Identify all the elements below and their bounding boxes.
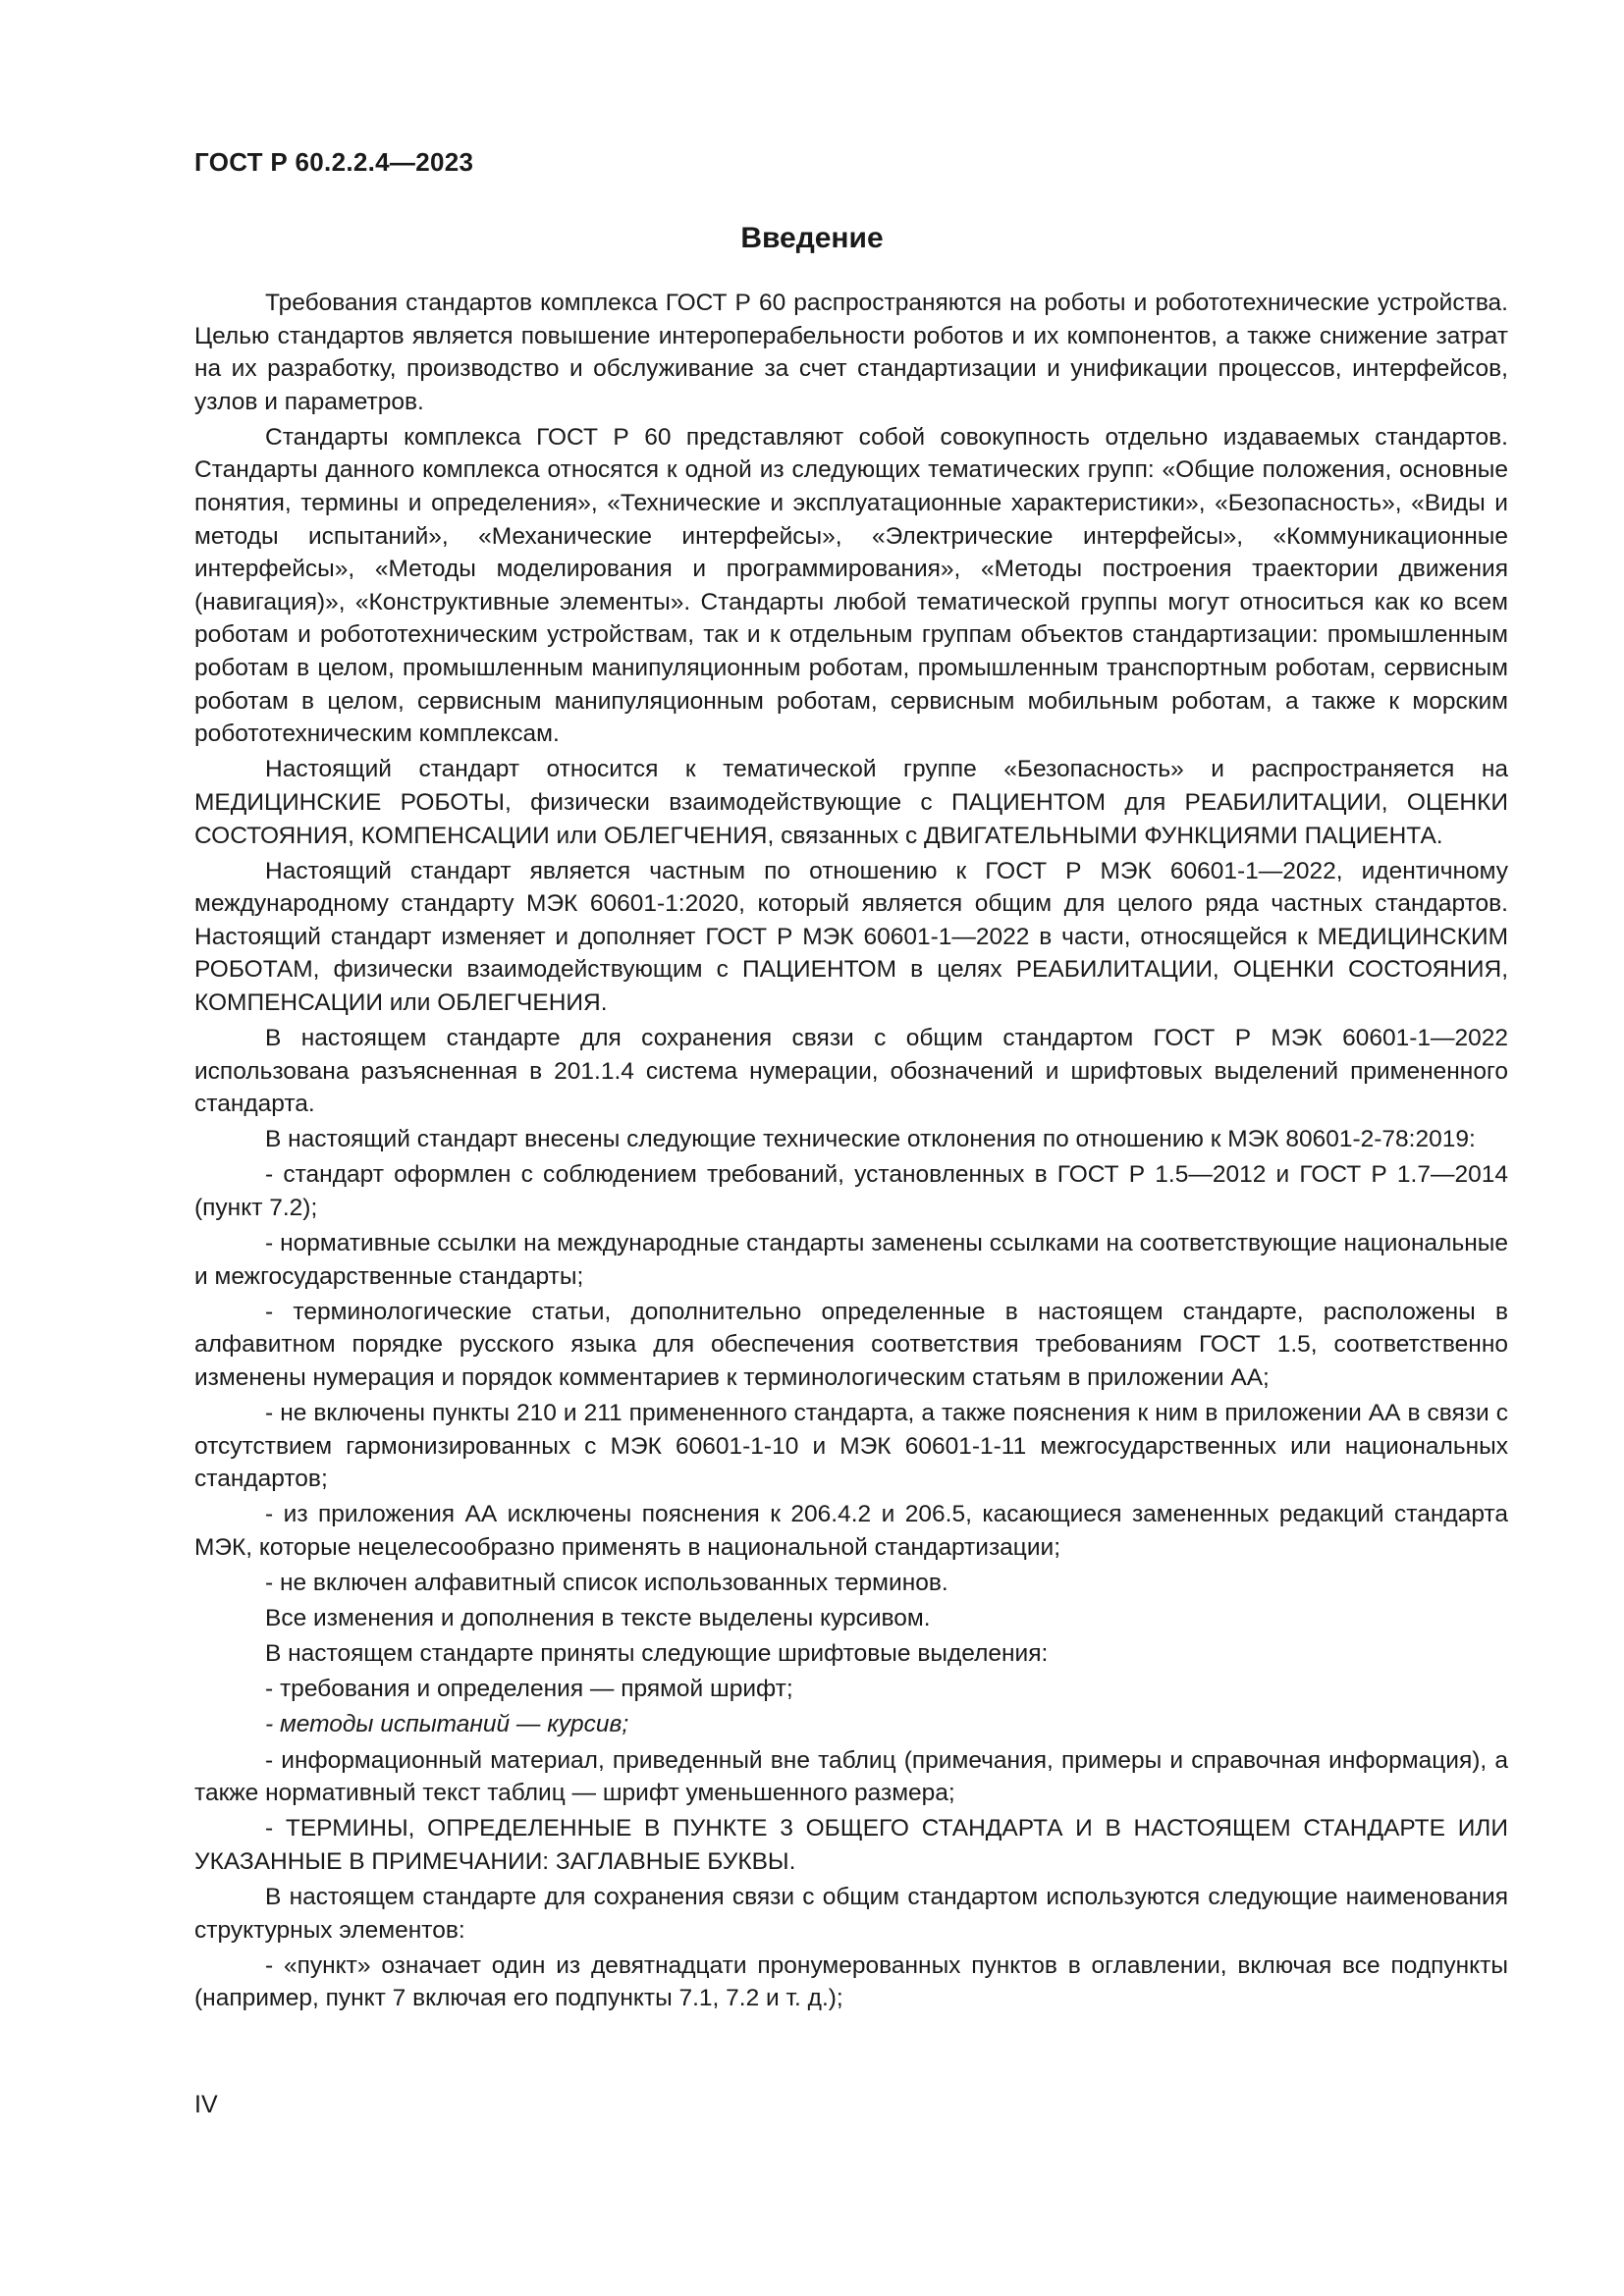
paragraph: В настоящем стандарте для сохранения связи с общим стандартом используются следующие наименования структурных элементов: bbox=[194, 1883, 1508, 1944]
paragraph: В настоящий стандарт внесены следующие технические отклонения по отношению к МЭК 80601-2-78:2019: bbox=[265, 1126, 1476, 1153]
page-number: IV bbox=[194, 2091, 218, 2118]
list-item: - из приложения АА исключены пояснения к 206.4.2 и 206.5, касающиеся замененных редакций стандарта МЭК, которые нецелесообразно применять в национальной стандартизации; bbox=[194, 1501, 1508, 1561]
document-code: ГОСТ Р 60.2.2.4—2023 bbox=[194, 147, 474, 177]
list-item: - нормативные ссылки на международные стандарты заменены ссылками на соответствующие национальные и межгосударственные стандарты; bbox=[194, 1230, 1508, 1290]
paragraph: Настоящий стандарт является частным по отношению к ГОСТ Р МЭК 60601-1—2022, идентичному международному стандарту МЭК 60601-1:2020, который является общим для целого ряда частных стандартов. Настоящий стандарт изменяет и дополняет ГОСТ Р МЭК 60601-1—2022 в части, относящейся к МЕДИЦИНСКИМ РОБОТАМ, физически взаимодействующим с ПАЦИЕНТОМ в целях РЕАБИЛИТАЦИИ, ОЦЕНКИ СОСТОЯНИЯ, КОМПЕНСАЦИИ или ОБЛЕГЧЕНИЯ. bbox=[194, 857, 1508, 1016]
document-body bbox=[194, 287, 1508, 2017]
list-item: - стандарт оформлен с соблюдением требований, установленных в ГОСТ Р 1.5—2012 и ГОСТ Р 1.7—2014 (пункт 7.2); bbox=[194, 1161, 1508, 1222]
list-item: - информационный материал, приведенный вне таблиц (примечания, примеры и справочная информация), а также нормативный текст таблиц — шрифт уменьшенного размера; bbox=[194, 1746, 1508, 1807]
list-item-italic: - методы испытаний — курсив; bbox=[265, 1711, 629, 1738]
list-item: - ТЕРМИНЫ, ОПРЕДЕЛЕННЫЕ В ПУНКТЕ 3 ОБЩЕГО СТАНДАРТА И В НАСТОЯЩЕМ СТАНДАРТЕ ИЛИ УКАЗАННЫЕ В ПРИМЕЧАНИИ: ЗАГЛАВНЫЕ БУКВЫ. bbox=[194, 1815, 1508, 1875]
list-item: - «пункт» означает один из девятнадцати пронумерованных пунктов в оглавлении, включая все подпункты (например, пункт 7 включая его подпункты 7.1, 7.2 и т. д.); bbox=[194, 1951, 1508, 2012]
paragraph: Стандарты комплекса ГОСТ Р 60 представляют собой совокупность отдельно издаваемых стандартов. Стандарты данного комплекса относятся к одной из следующих тематических групп: «Общие положения, основные понятия, термины и определения», «Технические и эксплуатационные характеристики», «Безопасность», «Виды и методы испытаний», «Механические интерфейсы», «Электрические интерфейсы», «Коммуникационные интерфейсы», «Методы моделирования и программирования», «Методы построения траектории движения (навигация)», «Конструктивные элементы». Стандарты любой тематической группы могут относиться как ко всем роботам и робототехническим устройствам, так и к отдельным группам объектов стандартизации: промышленным роботам в целом, промышленным манипуляционным роботам, промышленным транспортным роботам, сервисным роботам в целом, сервисным манипуляционным роботам, сервисным мобильным роботам, а также к морским робототехническим комплексам. bbox=[194, 423, 1508, 748]
section-title: Введение bbox=[740, 222, 884, 254]
paragraph: Настоящий стандарт относится к тематической группе «Безопасность» и распространяется на МЕДИЦИНСКИЕ РОБОТЫ, физически взаимодействующие с ПАЦИЕНТОМ для РЕАБИЛИТАЦИИ, ОЦЕНКИ СОСТОЯНИЯ, КОМПЕНСАЦИИ или ОБЛЕГЧЕНИЯ, связанных с ДВИГАТЕЛЬНЫМИ ФУНКЦИЯМИ ПАЦИЕНТА. bbox=[194, 756, 1508, 849]
paragraph: Все изменения и дополнения в тексте выделены курсивом. bbox=[265, 1605, 931, 1632]
list-item: - требования и определения — прямой шрифт; bbox=[265, 1676, 793, 1703]
paragraph: Требования стандартов комплекса ГОСТ Р 60 распространяются на роботы и робототехнические устройства. Целью стандартов является повышение интероперабельности роботов и их компонентов, а также снижение затрат на их разработку, производство и обслуживание за счет стандартизации и унификации процессов, интерфейсов, узлов и параметров. bbox=[194, 290, 1508, 415]
list-item: - терминологические статьи, дополнительно определенные в настоящем стандарте, расположены в алфавитном порядке русского языка для обеспечения соответствия требованиям ГОСТ 1.5, соответственно изменены нумерация и порядок комментариев к терминологическим статьям в приложении АА; bbox=[194, 1298, 1508, 1391]
paragraph: В настоящем стандарте приняты следующие шрифтовые выделения: bbox=[265, 1640, 1049, 1668]
list-item: - не включены пункты 210 и 211 примененного стандарта, а также пояснения к ним в приложении АА в связи с отсутствием гармонизированных с МЭК 60601-1-10 и МЭК 60601-1-11 межгосударственных или национальных стандартов; bbox=[194, 1400, 1508, 1493]
paragraph: В настоящем стандарте для сохранения связи с общим стандартом ГОСТ Р МЭК 60601-1—2022 использована разъясненная в 201.1.4 система нумерации, обозначений и шрифтовых выделений примененного стандарта. bbox=[194, 1025, 1508, 1118]
list-item: - не включен алфавитный список использованных терминов. bbox=[265, 1570, 948, 1597]
